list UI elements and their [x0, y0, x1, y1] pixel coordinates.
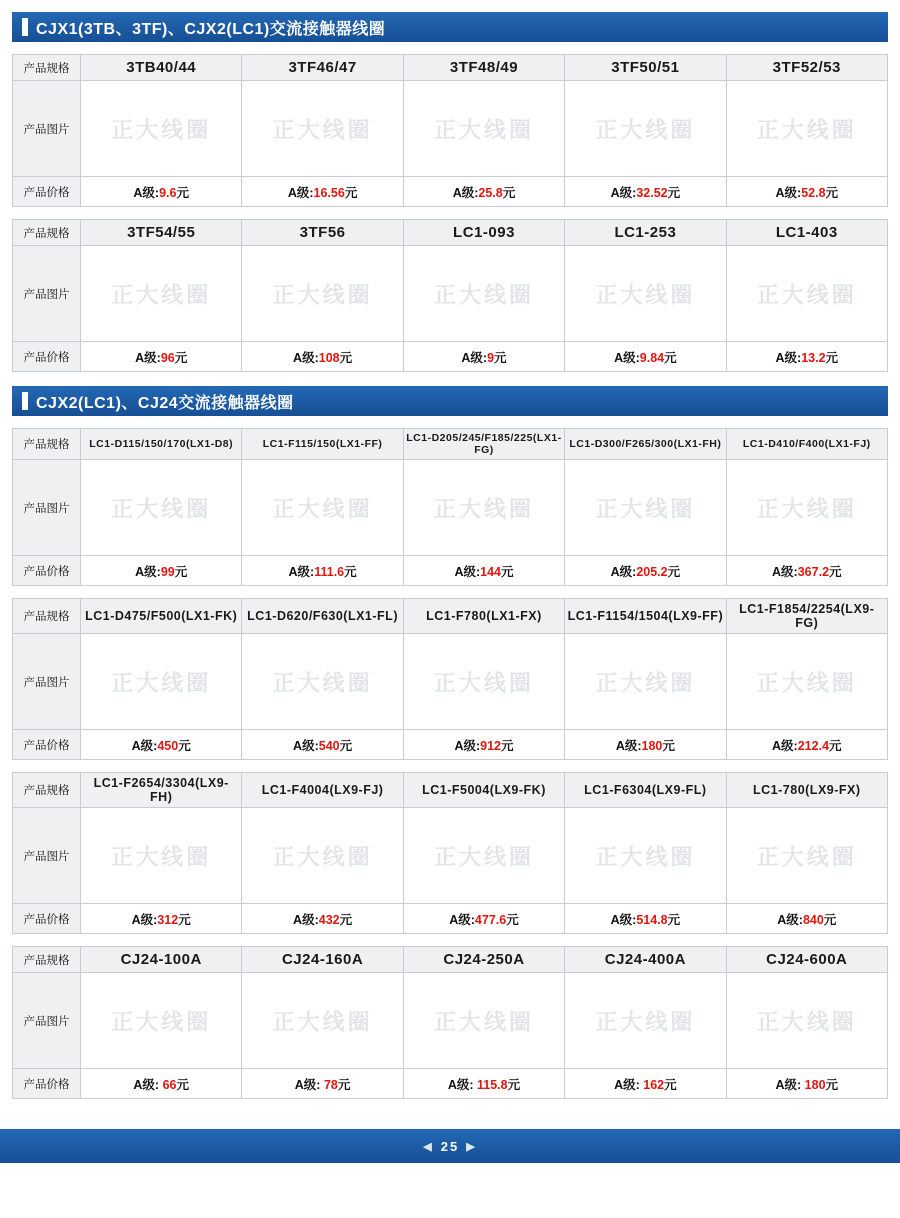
product-table [12, 428, 888, 586]
watermark-text: 正大线圈 [595, 497, 696, 522]
product-image-cell[interactable] [81, 634, 242, 730]
product-price-cell [403, 556, 564, 586]
price-unit: 元 [178, 738, 191, 753]
price-grade-label: A级: [461, 350, 488, 365]
table-row-spec [13, 599, 888, 634]
price-unit: 元 [825, 350, 839, 365]
product-price-cell [81, 1069, 242, 1099]
row-label-price: 产品价格 [13, 1069, 81, 1099]
watermark-text: 正大线圈 [756, 845, 857, 870]
price-unit: 元 [176, 185, 189, 200]
product-price-cell [242, 1069, 403, 1099]
price-value: 115.8 [477, 1077, 508, 1092]
product-spec: LC1-F780(LX1-FX) [403, 599, 564, 634]
section-spacer [0, 372, 900, 386]
product-price-cell [81, 556, 242, 586]
product-spec: LC1-F4004(LX9-FJ) [242, 773, 403, 808]
row-label-image: 产品图片 [13, 634, 81, 730]
product-price-cell [242, 342, 403, 372]
price-grade-label: A级: [131, 912, 158, 927]
product-spec: 3TB40/44 [81, 55, 242, 81]
next-page-arrow-icon[interactable]: ▶ [466, 1140, 477, 1153]
watermark-text: 正大线圈 [756, 671, 857, 696]
product-spec: LC1-F1154/1504(LX9-FF) [565, 599, 726, 634]
price-unit: 元 [494, 350, 507, 365]
product-image-cell[interactable] [242, 81, 403, 177]
product-spec: 3TF52/53 [726, 55, 887, 81]
product-price-cell [726, 556, 887, 586]
table-row-image [13, 808, 888, 904]
product-price-cell [565, 904, 726, 934]
product-price-cell [726, 904, 887, 934]
price-grade-label: A级: [449, 912, 475, 927]
price-grade-label: A级: [775, 1077, 805, 1092]
price-grade-label: A级: [610, 564, 637, 579]
row-label-spec: 产品规格 [13, 55, 81, 81]
product-spec: 3TF56 [242, 220, 403, 246]
watermark-text: 正大线圈 [272, 1010, 373, 1035]
price-unit: 元 [339, 912, 353, 927]
product-image-cell[interactable] [565, 460, 726, 556]
row-label-spec: 产品规格 [13, 429, 81, 460]
table-row-price [13, 730, 888, 760]
watermark-text: 正大线圈 [272, 671, 373, 696]
row-label-image: 产品图片 [13, 460, 81, 556]
watermark-text: 正大线圈 [111, 497, 212, 522]
product-price-cell [565, 342, 726, 372]
price-grade-label: A级: [615, 738, 642, 753]
price-value: 9 [487, 350, 495, 365]
price-value: 32.52 [636, 185, 668, 200]
price-value: 540 [318, 738, 340, 753]
watermark-text: 正大线圈 [433, 283, 534, 308]
watermark-text: 正大线圈 [272, 845, 373, 870]
price-value: 52.8 [801, 185, 826, 200]
price-grade-label: A级: [288, 564, 315, 579]
price-unit: 元 [667, 564, 681, 579]
product-spec: LC1-780(LX9-FX) [726, 773, 887, 808]
product-image-cell[interactable] [403, 634, 564, 730]
product-spec: 3TF48/49 [403, 55, 564, 81]
price-value: 9.6 [159, 185, 177, 200]
product-price-cell [403, 342, 564, 372]
row-label-price: 产品价格 [13, 556, 81, 586]
product-table [12, 946, 888, 1099]
product-spec: LC1-D300/F265/300(LX1-FH) [565, 429, 726, 460]
product-price-cell [403, 1069, 564, 1099]
price-grade-label: A级: [775, 185, 802, 200]
product-image-cell[interactable] [81, 460, 242, 556]
product-spec: LC1-F6304(LX9-FL) [565, 773, 726, 808]
watermark-text: 正大线圈 [595, 845, 696, 870]
page-footer [0, 1129, 900, 1163]
page-number: 25 [440, 1138, 460, 1154]
table-row-image [13, 81, 888, 177]
table-row-price [13, 1069, 888, 1099]
section-title: CJX2(LC1)、CJ24交流接触器线圈 [36, 394, 294, 412]
watermark-text: 正大线圈 [111, 1010, 212, 1035]
price-unit: 元 [825, 1077, 839, 1092]
table-row-spec [13, 55, 888, 81]
section-header [12, 12, 888, 42]
price-grade-label: A级: [614, 1077, 644, 1092]
product-image-cell[interactable] [81, 973, 242, 1069]
section-title: CJX1(3TB、3TF)、CJX2(LC1)交流接触器线圈 [36, 20, 386, 38]
product-image-cell[interactable] [565, 81, 726, 177]
price-unit: 元 [823, 912, 837, 927]
price-grade-label: A级: [772, 738, 798, 753]
price-unit: 元 [829, 564, 842, 579]
price-grade-label: A级: [287, 185, 314, 200]
price-value: 180 [641, 738, 663, 753]
product-image-cell[interactable] [726, 460, 887, 556]
price-unit: 元 [502, 185, 516, 200]
product-price-cell [242, 556, 403, 586]
watermark-text: 正大线圈 [756, 497, 857, 522]
product-image-cell[interactable] [403, 808, 564, 904]
product-image-cell[interactable] [242, 460, 403, 556]
row-label-spec: 产品规格 [13, 947, 81, 973]
price-unit: 元 [667, 912, 681, 927]
price-unit: 元 [662, 738, 675, 753]
price-value: 78 [323, 1077, 338, 1092]
product-spec: LC1-D115/150/170(LX1-D8) [81, 429, 242, 460]
watermark-text: 正大线圈 [595, 283, 696, 308]
table-row-image [13, 634, 888, 730]
row-label-image: 产品图片 [13, 81, 81, 177]
product-price-cell [242, 904, 403, 934]
watermark-text: 正大线圈 [756, 1010, 857, 1035]
product-price-cell [726, 342, 887, 372]
price-value: 162 [643, 1077, 665, 1092]
price-value: 111.6 [314, 564, 345, 579]
product-price-cell [403, 177, 564, 207]
price-unit: 元 [506, 912, 519, 927]
watermark-text: 正大线圈 [111, 845, 212, 870]
watermark-text: 正大线圈 [433, 497, 534, 522]
product-image-cell[interactable] [242, 246, 403, 342]
product-spec: 3TF46/47 [242, 55, 403, 81]
watermark-text: 正大线圈 [111, 283, 212, 308]
price-grade-label: A级: [135, 564, 161, 579]
product-image-cell[interactable] [242, 634, 403, 730]
price-value: 840 [802, 912, 824, 927]
product-image-cell[interactable] [242, 808, 403, 904]
product-image-cell[interactable] [726, 634, 887, 730]
price-value: 25.8 [478, 185, 503, 200]
product-table [12, 772, 888, 934]
price-value: 9.84 [639, 350, 665, 365]
price-grade-label: A级: [293, 738, 319, 753]
watermark-text: 正大线圈 [756, 118, 857, 143]
product-image-cell[interactable] [726, 808, 887, 904]
row-label-image: 产品图片 [13, 246, 81, 342]
watermark-text: 正大线圈 [433, 671, 534, 696]
price-grade-label: A级: [293, 912, 319, 927]
price-unit: 元 [339, 738, 353, 753]
row-label-spec: 产品规格 [13, 599, 81, 634]
section-header [12, 386, 888, 416]
product-image-cell[interactable] [81, 81, 242, 177]
table-row-price [13, 904, 888, 934]
product-price-cell [726, 177, 887, 207]
product-spec: 3TF54/55 [81, 220, 242, 246]
table-row-image [13, 973, 888, 1069]
product-spec: LC1-D475/F500(LX1-FK) [81, 599, 242, 634]
watermark-text: 正大线圈 [433, 1010, 534, 1035]
price-unit: 元 [174, 564, 188, 579]
product-price-cell [81, 342, 242, 372]
product-image-cell[interactable] [403, 460, 564, 556]
price-unit: 元 [501, 738, 514, 753]
product-spec: LC1-F115/150(LX1-FF) [242, 429, 403, 460]
product-spec: LC1-F2654/3304(LX9-FH) [81, 773, 242, 808]
price-grade-label: A级: [133, 185, 160, 200]
row-label-image: 产品图片 [13, 808, 81, 904]
price-unit: 元 [664, 1077, 677, 1092]
price-value: 144 [480, 564, 501, 579]
row-label-price: 产品价格 [13, 342, 81, 372]
price-grade-label: A级: [610, 185, 637, 200]
price-grade-label: A级: [777, 912, 803, 927]
section-accent-bar [22, 392, 28, 410]
product-image-cell[interactable] [403, 973, 564, 1069]
row-label-spec: 产品规格 [13, 773, 81, 808]
price-unit: 元 [337, 1077, 351, 1092]
price-grade-label: A级: [775, 350, 802, 365]
price-value: 16.56 [313, 185, 345, 200]
prev-page-arrow-icon[interactable]: ◀ [423, 1140, 434, 1153]
price-value: 205.2 [636, 564, 668, 579]
product-image-cell[interactable] [242, 973, 403, 1069]
product-spec: LC1-093 [403, 220, 564, 246]
product-price-cell [81, 730, 242, 760]
table-row-price [13, 342, 888, 372]
table-row-image [13, 246, 888, 342]
row-label-price: 产品价格 [13, 904, 81, 934]
product-spec: LC1-F5004(LX9-FK) [403, 773, 564, 808]
product-image-cell[interactable] [565, 808, 726, 904]
price-grade-label: A级: [133, 1077, 163, 1092]
product-spec: LC1-403 [726, 220, 887, 246]
product-table [12, 54, 888, 207]
product-image-cell[interactable] [81, 808, 242, 904]
table-row-image [13, 460, 888, 556]
product-spec: 3TF50/51 [565, 55, 726, 81]
price-value: 450 [157, 738, 179, 753]
product-image-cell[interactable] [565, 246, 726, 342]
price-unit: 元 [825, 185, 839, 200]
product-spec: LC1-D205/245/F185/225(LX1-FG) [403, 429, 564, 460]
price-value: 108 [318, 350, 340, 365]
watermark-text: 正大线圈 [595, 671, 696, 696]
price-grade-label: A级: [293, 350, 319, 365]
product-spec: CJ24-250A [403, 947, 564, 973]
table-row-spec [13, 220, 888, 246]
price-unit: 元 [501, 564, 514, 579]
row-label-image: 产品图片 [13, 973, 81, 1069]
price-grade-label: A级: [294, 1077, 324, 1092]
price-unit: 元 [829, 738, 842, 753]
table-row-spec [13, 429, 888, 460]
watermark-text: 正大线圈 [272, 283, 373, 308]
price-value: 212.4 [797, 738, 830, 753]
product-price-cell [565, 177, 726, 207]
product-image-cell[interactable] [403, 246, 564, 342]
price-unit: 元 [507, 1077, 521, 1092]
price-value: 13.2 [801, 350, 826, 365]
product-image-cell[interactable] [403, 81, 564, 177]
price-value: 477.6 [474, 912, 507, 927]
table-row-spec [13, 947, 888, 973]
row-label-spec: 产品规格 [13, 220, 81, 246]
product-price-cell [81, 177, 242, 207]
price-grade-label: A级: [454, 564, 481, 579]
product-spec: CJ24-400A [565, 947, 726, 973]
product-price-cell [726, 1069, 887, 1099]
watermark-text: 正大线圈 [111, 671, 212, 696]
price-grade-label: A级: [610, 912, 637, 927]
price-value: 180 [804, 1077, 826, 1092]
watermark-text: 正大线圈 [272, 118, 373, 143]
product-image-cell[interactable] [726, 973, 887, 1069]
price-grade-label: A级: [772, 564, 798, 579]
row-label-price: 产品价格 [13, 177, 81, 207]
price-unit: 元 [176, 1077, 189, 1092]
product-price-cell [81, 904, 242, 934]
price-unit: 元 [178, 912, 191, 927]
price-unit: 元 [344, 185, 358, 200]
watermark-text: 正大线圈 [272, 497, 373, 522]
watermark-text: 正大线圈 [433, 118, 534, 143]
product-image-cell[interactable] [565, 973, 726, 1069]
price-value: 66 [162, 1077, 177, 1092]
watermark-text: 正大线圈 [433, 845, 534, 870]
product-image-cell[interactable] [726, 246, 887, 342]
product-image-cell[interactable] [565, 634, 726, 730]
price-unit: 元 [339, 350, 353, 365]
product-image-cell[interactable] [726, 81, 887, 177]
price-value: 99 [160, 564, 175, 579]
price-grade-label: A级: [454, 738, 481, 753]
product-price-cell [242, 730, 403, 760]
product-price-cell [403, 730, 564, 760]
page-content [0, 12, 900, 1113]
price-grade-label: A级: [131, 738, 158, 753]
price-unit: 元 [344, 564, 357, 579]
table-row-price [13, 177, 888, 207]
watermark-text: 正大线圈 [111, 118, 212, 143]
price-value: 96 [160, 350, 175, 365]
price-value: 912 [480, 738, 501, 753]
price-value: 367.2 [797, 564, 830, 579]
product-table [12, 219, 888, 372]
price-value: 514.8 [636, 912, 668, 927]
product-spec: CJ24-600A [726, 947, 887, 973]
product-spec: LC1-F1854/2254(LX9-FG) [726, 599, 887, 634]
price-unit: 元 [174, 350, 188, 365]
product-spec: LC1-253 [565, 220, 726, 246]
product-image-cell[interactable] [81, 246, 242, 342]
price-grade-label: A级: [447, 1077, 477, 1092]
price-grade-label: A级: [452, 185, 479, 200]
product-price-cell [565, 730, 726, 760]
product-spec: LC1-D620/F630(LX1-FL) [242, 599, 403, 634]
product-spec: CJ24-100A [81, 947, 242, 973]
product-spec: LC1-D410/F400(LX1-FJ) [726, 429, 887, 460]
price-grade-label: A级: [614, 350, 640, 365]
price-unit: 元 [664, 350, 677, 365]
price-unit: 元 [667, 185, 681, 200]
price-value: 432 [318, 912, 340, 927]
price-grade-label: A级: [135, 350, 161, 365]
product-price-cell [726, 730, 887, 760]
section-accent-bar [22, 18, 28, 36]
section-spacer [0, 1099, 900, 1113]
product-price-cell [565, 1069, 726, 1099]
table-row-price [13, 556, 888, 586]
price-value: 312 [157, 912, 179, 927]
product-price-cell [403, 904, 564, 934]
table-row-spec [13, 773, 888, 808]
watermark-text: 正大线圈 [595, 118, 696, 143]
product-spec: CJ24-160A [242, 947, 403, 973]
product-price-cell [565, 556, 726, 586]
row-label-price: 产品价格 [13, 730, 81, 760]
watermark-text: 正大线圈 [595, 1010, 696, 1035]
product-price-cell [242, 177, 403, 207]
product-table [12, 598, 888, 760]
watermark-text: 正大线圈 [756, 283, 857, 308]
